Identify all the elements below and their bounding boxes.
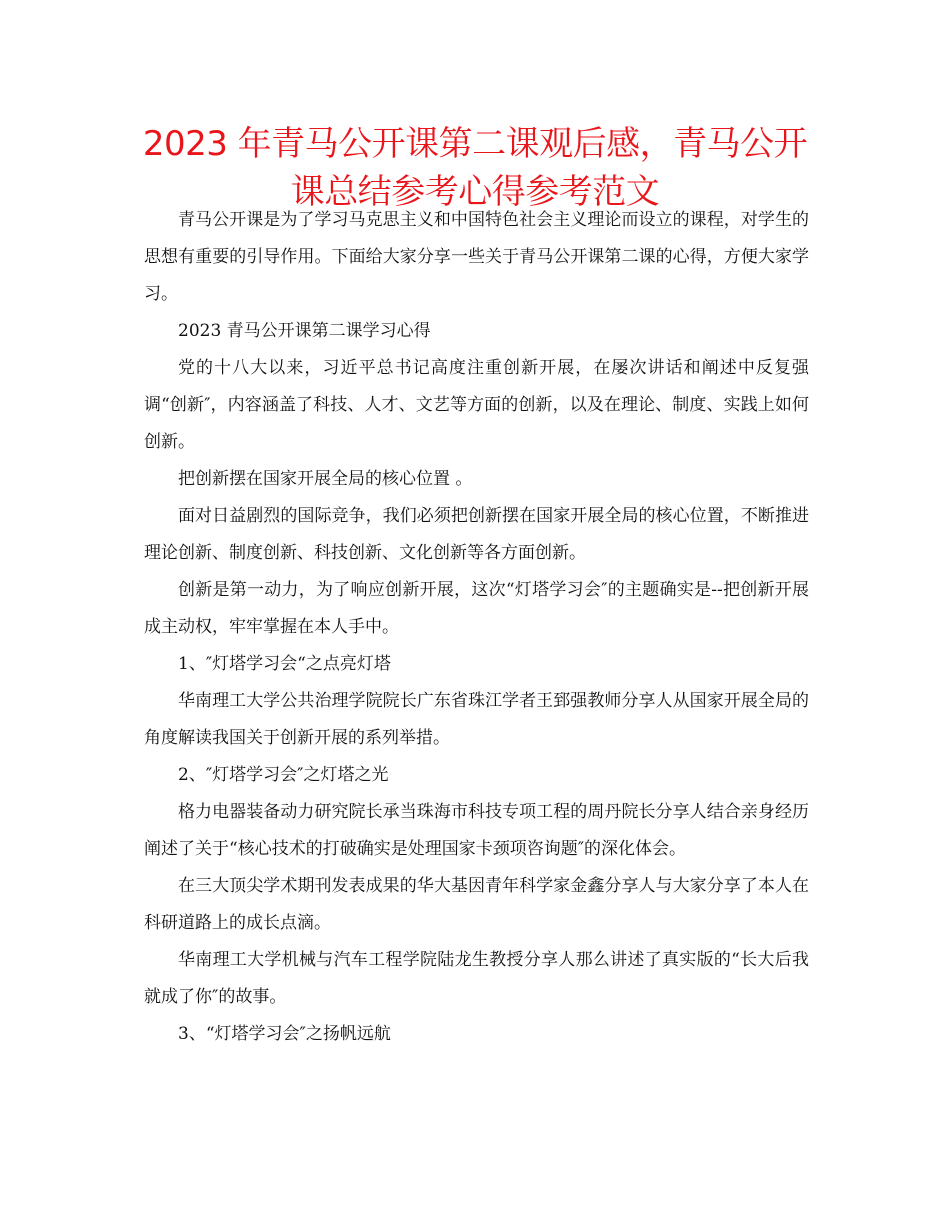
- paragraph: 党的十八大以来，习近平总书记高度注重创新开展，在屡次讲话和阐述中反复强调“创新″，内容涵盖了科技、人才、文艺等方面的创新，以及在理论、制度、实践上如何创新。: [144, 358, 809, 452]
- section-heading: 1、″灯塔学习会“之点亮灯塔: [178, 654, 391, 674]
- document-body: [144, 202, 809, 1053]
- paragraph: 把创新摆在国家开展全局的核心位置 。: [178, 469, 473, 489]
- section-heading: 2023 青马公开课第二课学习心得: [178, 321, 431, 341]
- paragraph: 在三大顶尖学术期刊发表成果的华大基因青年科学家金鑫分享人与大家分享了本人在科研道路上的成长点滴。: [144, 876, 809, 933]
- document-title: 2023 年青马公开课第二课观后感，青马公开课总结参考心得参考范文: [142, 124, 808, 212]
- paragraph: 青马公开课是为了学习马克思主义和中国特色社会主义理论而设立的课程，对学生的思想有重要的引导作用。下面给大家分享一些关于青马公开课第二课的心得，方便大家学习。: [144, 210, 809, 304]
- paragraph: 华南理工大学机械与汽车工程学院陆龙生教授分享人那么讲述了真实版的“长大后我就成了你″的故事。: [144, 950, 809, 1007]
- section-heading: 2、″灯塔学习会″之灯塔之光: [178, 765, 389, 785]
- section-heading: 3、“灯塔学习会″之扬帆远航: [178, 1024, 391, 1044]
- paragraph: 面对日益剧烈的国际竞争，我们必须把创新摆在国家开展全局的核心位置，不断推进理论创新、制度创新、科技创新、文化创新等各方面创新。: [144, 506, 809, 563]
- paragraph: 华南理工大学公共治理学院院长广东省珠江学者王郅强教师分享人从国家开展全局的角度解读我国关于创新开展的系列举措。: [144, 691, 809, 748]
- paragraph: 创新是第一动力，为了响应创新开展，这次“灯塔学习会″的主题确实是--把创新开展成主动权，牢牢掌握在本人手中。: [144, 580, 809, 637]
- paragraph: 格力电器装备动力研究院长承当珠海市科技专项工程的周丹院长分享人结合亲身经历阐述了关于“核心技术的打破确实是处理国家卡颈项咨询题″的深化体会。: [144, 802, 809, 859]
